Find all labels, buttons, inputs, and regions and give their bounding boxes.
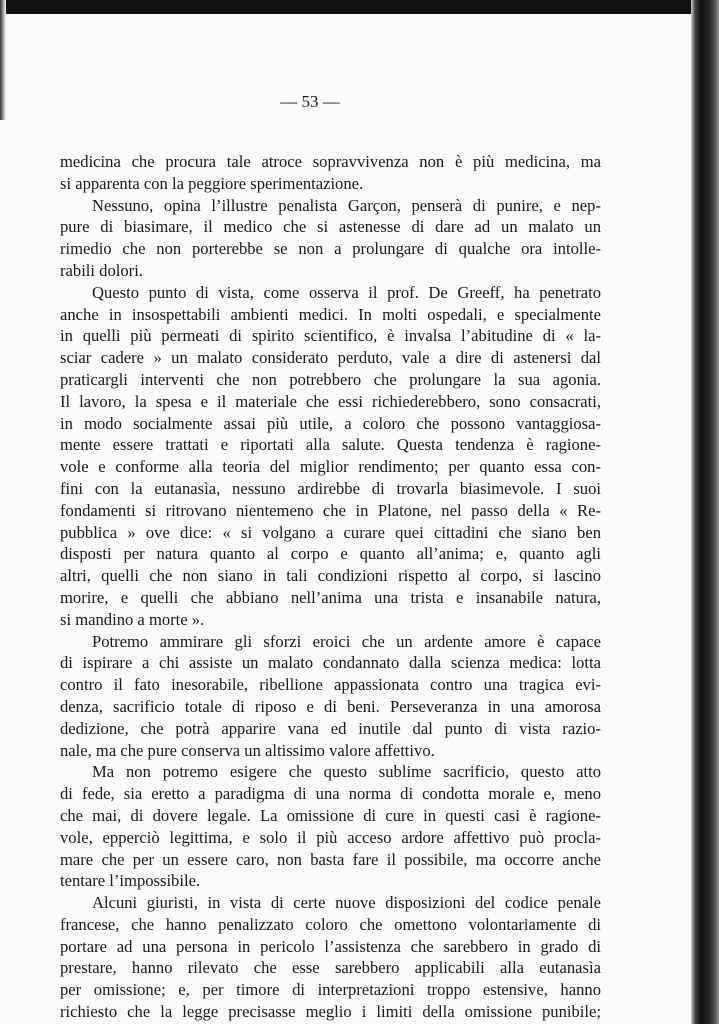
text-line: contro il fato inesorabile, ribellione appassionata contro una tragica evi-	[60, 675, 601, 695]
scan-book-spine-edge	[691, 0, 719, 1024]
text-line: morire, e quelli che abbiano nell’anima una trista e insanabile natura,	[60, 587, 601, 607]
text-line: fondamenti si ritrovano nientemeno che in Platone, nel passo della « Re-	[60, 500, 601, 520]
text-line: prestare, hanno rilevato che esse sarebbero applicabili alla eutanasìa	[60, 958, 601, 978]
text-line: Ma non potremo esigere che questo sublime sacrificio, questo atto	[92, 762, 601, 782]
text-line: rimedio che non porterebbe se non a prolungare di qualche ora intolle-	[60, 239, 601, 259]
text-line: si mandino a morte ».	[60, 609, 205, 629]
text-line: vole, epperciò legittima, e solo il più acceso ardore affettivo può procla-	[60, 827, 601, 847]
paragraph	[60, 151, 601, 195]
text-line: dedizione, che potrà apparire vana ed inutile dal punto di vista razio-	[60, 718, 601, 738]
text-line: anche in insospettabili ambienti medici. In molti ospedali, e specialmente	[60, 304, 601, 324]
text-line: pure di biasimare, il medico che si astenesse di dare ad un malato un	[60, 217, 601, 237]
text-line: portare ad una persona in pericolo l’assistenza che sarebbero in grado di	[60, 936, 601, 956]
text-line: francese, che hanno penalizzato coloro che omettono volontariamente di	[60, 914, 601, 934]
paragraph	[60, 631, 601, 762]
text-line: in quelli più permeati di spirito scientifico, è invalsa l’abitudine di « la-	[60, 326, 601, 346]
text-line: fini con la eutanasìa, nessuno ardirebbe di trovarla biasimevole. I suoi	[60, 478, 601, 498]
text-line: rabili dolori.	[60, 260, 143, 280]
text-line: vole e conforme alla teoria del miglior rendimento; per quanto essa con-	[60, 457, 601, 477]
text-line: Alcuni giuristi, in vista di certe nuove disposizioni del codice penale	[92, 893, 601, 913]
text-line: Il lavoro, la spesa e il materiale che essi richiederebbero, sono consacrati,	[60, 391, 601, 411]
text-line: denza, sacrificio totale di riposo e di beni. Perseveranza in una amorosa	[60, 696, 601, 716]
paragraph	[60, 282, 601, 631]
text-line: altri, quelli che non siano in tali condizioni rispetto al corpo, si lascino	[60, 566, 601, 586]
text-line: disposti per natura quanto al corpo e quanto all’anima; e, quanto agli	[60, 544, 601, 564]
paragraph	[60, 892, 601, 1023]
text-line: di ispirare a chi assiste un malato condannato dalla scienza medica: lotta	[60, 653, 601, 673]
text-line: tentare l’impossibile.	[60, 871, 201, 891]
text-line: nale, ma che pure conserva un altissimo valore affettivo.	[60, 740, 435, 760]
text-line: Questo punto di vista, come osserva il prof. De Greeff, ha penetrato	[92, 282, 601, 302]
text-line: mente essere trattati e riportati alla salute. Questa tendenza è ragione-	[60, 435, 601, 455]
text-line: sciar cadere » un malato considerato perduto, vale a dire di astenersi dal	[60, 348, 601, 368]
text-line: mare che per un essere caro, non basta fare il possibile, ma occorre anche	[60, 849, 601, 869]
text-line: in modo socialmente assai più utile, a coloro che possono vantaggiosa-	[60, 413, 601, 433]
paragraph	[60, 761, 601, 892]
text-line: richiesto che la legge precisasse meglio i limiti della omissione punibile;	[60, 1002, 601, 1022]
paragraph	[60, 195, 601, 282]
text-line: si apparenta con la peggiore sperimentazione.	[60, 173, 364, 193]
text-line: per omissione; e, per timore di interpretazioni troppo estensive, hanno	[60, 980, 601, 1000]
text-line: Nessuno, opina l’illustre penalista Garçon, penserà di punire, e nep-	[92, 195, 601, 215]
page-number: — 53 —	[280, 92, 340, 111]
text-line: praticargli interventi che non potrebbero che prolungare la sua agonia.	[60, 369, 601, 389]
scan-top-edge	[0, 0, 719, 14]
text-line: di fede, sia eretto a paradigma di una norma di condotta morale e, meno	[60, 784, 601, 804]
text-line: che mai, di dovere legale. La omissione di cure in questi casi è ragione-	[60, 805, 601, 825]
page-body-text	[60, 151, 601, 1023]
text-line: medicina che procura tale atroce sopravvivenza non è più medicina, ma	[60, 152, 601, 171]
text-line: Potremo ammirare gli sforzi eroici che un ardente amore è capace	[92, 631, 601, 651]
text-line: pubblica » ove dice: « si volgano a curare quei cittadini che siano ben	[60, 522, 601, 542]
